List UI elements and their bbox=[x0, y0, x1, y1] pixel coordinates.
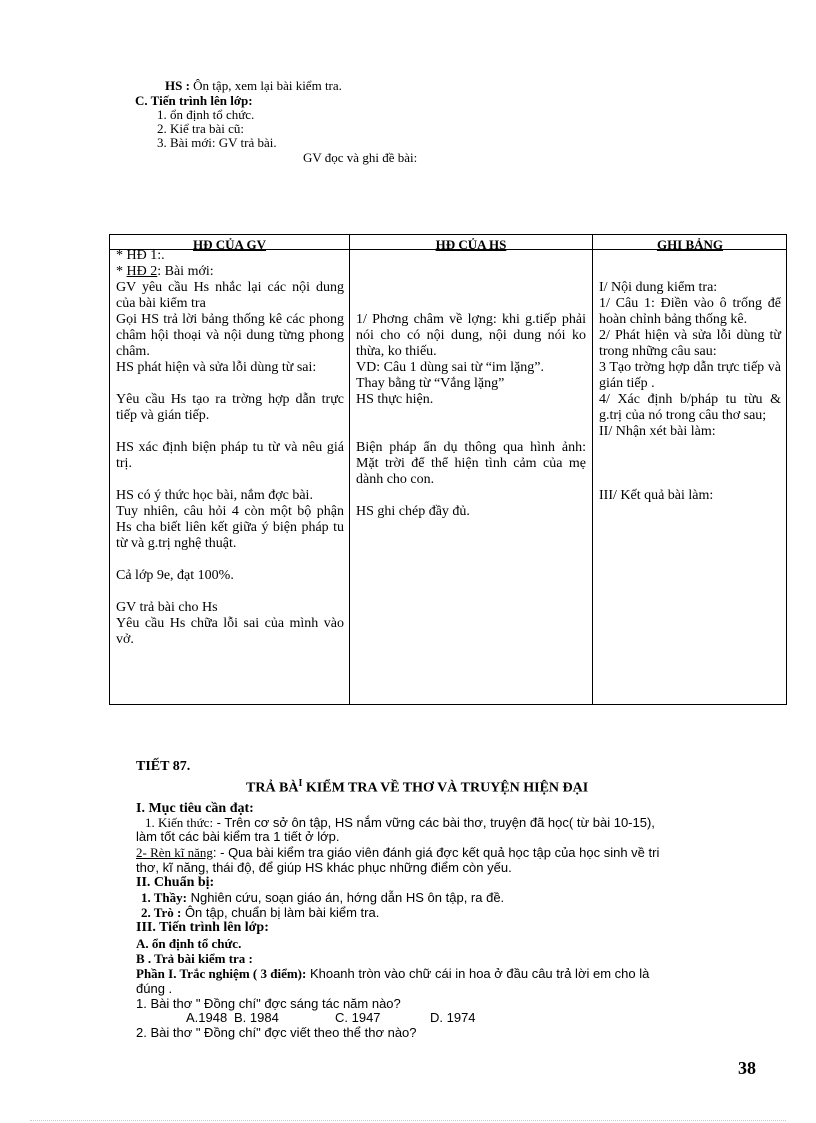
hs-awareness: HS có ý thức học bài, nắm đợc bài. bbox=[116, 488, 313, 503]
knowledge-text: - Trên cơ sở ôn tập, HS nắm vững các bài thơ, truyện đã học( từ bài 10-15), bbox=[213, 815, 655, 830]
board-notes-column bbox=[599, 280, 781, 504]
hd2-prefix: * bbox=[116, 264, 127, 279]
request-quote-types: Yêu cầu Hs tạo ra trờng hợp dẫn trực tiếp và gián tiếp. bbox=[116, 392, 344, 423]
skills-line-2: thơ, kĩ năng, thái độ, để giúp HS khác phục những điểm còn yếu. bbox=[136, 860, 512, 875]
content-heading: I/ Nội dung kiểm tra: bbox=[599, 280, 718, 295]
lesson-title bbox=[246, 776, 588, 797]
lesson-table bbox=[109, 234, 787, 705]
step-2: 2. Kiể tra bài cũ: bbox=[157, 121, 244, 136]
question-1-text: 1. Bài thơ " Đồng chí" đợc sáng tác năm nào? bbox=[136, 996, 401, 1011]
teacher-prep bbox=[141, 890, 504, 905]
step-1: 1. ổn định tổ chức. bbox=[157, 107, 255, 122]
part-1-label: Phần I. Trắc nghiệm ( 3 điểm): bbox=[136, 966, 307, 981]
skills-line bbox=[136, 845, 659, 860]
section-c-heading: C. Tiến trình lên lớp: bbox=[135, 93, 253, 108]
header-board-notes: GHI BẢNG bbox=[656, 237, 724, 251]
column-divider-2 bbox=[592, 235, 593, 704]
hs-fix-errors: HS phát hiện và sửa lỗi dùng từ sai: bbox=[116, 360, 317, 375]
preparation-heading: II. Chuẩn bị: bbox=[136, 875, 215, 890]
hs-notes: HS ghi chép đầy đủ. bbox=[356, 504, 470, 519]
gv-call-hs: Gọi HS trả lời bảng thống kê các phong châm hội thoại và nội dung từng phong châm. bbox=[116, 312, 344, 359]
metaphor-answer: Biện pháp ẩn dụ thông qua hình ảnh: Mặt trời để thể hiện tình cảm của mẹ dành cho con. bbox=[356, 440, 586, 487]
hs-label: HS : bbox=[165, 78, 190, 93]
fix-in-notebook: Yêu cầu Hs chữa lỗi sai của mình vào vở. bbox=[116, 616, 344, 647]
student-prep bbox=[141, 905, 379, 920]
question-1: 1/ Câu 1: Điền vào ô trống để hoàn chỉnh bảng thống kê. bbox=[599, 296, 781, 327]
gv-return-papers: GV trả bài cho Hs bbox=[116, 600, 218, 615]
title-sup: I bbox=[298, 778, 303, 789]
skills-label: 2- Rèn kĩ năng bbox=[136, 845, 213, 860]
header-student-activity: HĐ CỦA HS bbox=[435, 237, 507, 251]
student-text: Ôn tập, chuẩn bị làm bài kiểm tra. bbox=[181, 905, 380, 920]
q1-option-d: D. 1974 bbox=[430, 1010, 476, 1025]
header-teacher-activity: HĐ CỦA GV bbox=[193, 237, 266, 251]
hs-text: Ôn tập, xem lại bài kiểm tra. bbox=[189, 78, 342, 93]
hs-perform: HS thực hiện. bbox=[356, 392, 434, 407]
hd2-suffix: : Bài mới: bbox=[157, 264, 214, 279]
maxim-quantity: 1/ Phơng châm về lợng: khi g.tiếp phải nói cho có nội dung, nội dung nói ko thừa, ko thiếu. bbox=[356, 312, 586, 359]
teacher-label: 1. Thầy: bbox=[141, 890, 187, 905]
objectives-heading: I. Mục tiêu cần đạt: bbox=[136, 801, 254, 816]
hd1-line: * HĐ 1:. bbox=[116, 248, 165, 263]
gv-request: GV yêu cầu Hs nhắc lại các nội dung của bài kiểm tra bbox=[116, 280, 344, 311]
example-misused-word: VD: Câu 1 dùng sai từ “im lặng”. bbox=[356, 360, 545, 375]
section-a: A. ổn định tổ chức. bbox=[136, 936, 242, 951]
teacher-text: Nghiên cứu, soạn giáo án, hớng dẫn HS ôn tập, ra đề. bbox=[187, 890, 505, 905]
knowledge-line-2: làm tốt các bài kiểm tra 1 tiết ở lớp. bbox=[136, 829, 340, 844]
hd2-line bbox=[116, 264, 344, 280]
replacement-word: Thay bằng từ “Vắng lặng” bbox=[356, 376, 505, 391]
page-number: 38 bbox=[738, 1058, 756, 1078]
question-4: 4/ Xác định b/pháp tu từu & g.trị của nó trong câu thơ sau; bbox=[599, 392, 781, 423]
knowledge-line bbox=[145, 815, 655, 830]
q1-option-b: B. 1984 bbox=[234, 1010, 279, 1025]
step-3: 3. Bài mới: GV trả bài. bbox=[157, 135, 277, 150]
skills-text: : - Qua bài kiểm tra giáo viên đánh giá đợc kết quả học tập của học sinh về tri bbox=[212, 845, 660, 860]
title-part-b: KIỂM TRA VỀ THƠ VÀ TRUYỆN HIỆN ĐẠI bbox=[302, 780, 589, 796]
section-b: B . Trả bài kiểm tra : bbox=[136, 951, 253, 966]
student-activity-column bbox=[356, 312, 586, 520]
q1-option-a: A.1948 bbox=[186, 1010, 228, 1025]
title-part-a: TRẢ BÀ bbox=[246, 780, 299, 796]
lesson-number: TIẾT 87. bbox=[136, 759, 191, 774]
hs-rhetoric: HS xác định biện pháp tu từ và nêu giá trị. bbox=[116, 440, 344, 471]
hs-preparation bbox=[165, 78, 342, 93]
review-heading: II/ Nhận xét bài làm: bbox=[599, 424, 716, 439]
gv-note: GV đọc và ghi đề bài: bbox=[303, 150, 418, 165]
part-1-line-2: đúng . bbox=[136, 981, 173, 996]
hd2-label: HĐ 2 bbox=[126, 264, 158, 279]
q1-option-c: C. 1947 bbox=[335, 1010, 381, 1025]
knowledge-label: 1. Kiến thức: bbox=[145, 815, 214, 830]
footer-divider bbox=[30, 1120, 786, 1121]
student-label: 2. Trò : bbox=[141, 905, 182, 920]
question-2-text: 2. Bài thơ " Đồng chí" đợc viết theo thể thơ nào? bbox=[136, 1025, 417, 1040]
result-heading: III/ Kết quả bài làm: bbox=[599, 488, 714, 503]
class-result: Cả lớp 9e, đạt 100%. bbox=[116, 568, 234, 583]
part-1-text: Khoanh tròn vào chữ cái in hoa ở đầu câu trả lời em cho là bbox=[306, 966, 650, 981]
teacher-activity-column bbox=[116, 248, 344, 648]
part-1-line bbox=[136, 966, 649, 981]
however-note: Tuy nhiên, câu hỏi 4 còn một bộ phận Hs cha biết liên kết giữa ý biện pháp tu từ và g.trị nghệ thuật. bbox=[116, 504, 344, 551]
column-divider-1 bbox=[349, 235, 350, 704]
question-3: 3 Tạo trờng hợp dẫn trực tiếp và gián tiếp . bbox=[599, 360, 781, 391]
procedure-heading: III. Tiến trình lên lớp: bbox=[136, 920, 269, 935]
question-2: 2/ Phát hiện và sửa lỗi dùng từ trong những câu sau: bbox=[599, 328, 781, 359]
